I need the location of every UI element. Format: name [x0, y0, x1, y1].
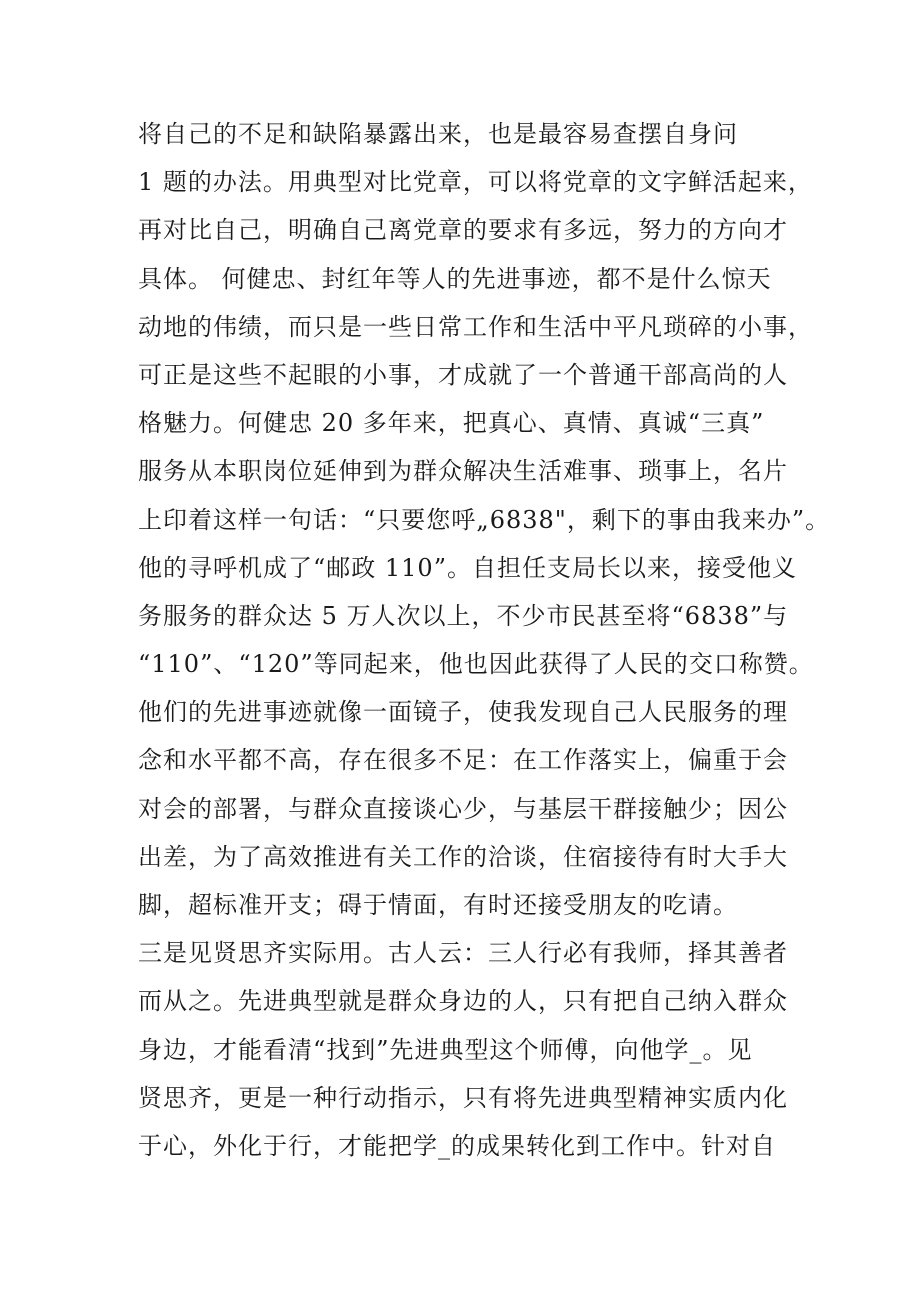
text-line: 而从之。先进典型就是群众身边的人，只有把自己纳入群众: [138, 987, 788, 1016]
text-line: 将自己的不足和缺陷暴露出来，也是最容易查摆自身问: [138, 120, 738, 148]
text-line: 于心，外化于行，才能把学_的成果转化到工作中。针对自: [138, 1131, 776, 1160]
text-line: 三是见贤思齐实际用。古人云：三人行必有我师，择其善者: [138, 939, 788, 968]
text-line: 具体。 何健忠、封红年等人的先进事迹，都不是什么惊天: [138, 264, 772, 293]
text-line: 务服务的群众达 5 万人次以上，不少市民甚至将“6838”与: [138, 601, 789, 630]
body-text: [138, 110, 831, 1170]
text-line: 他的寻呼机成了“邮政 110”。自担任支局长以来，接受他义: [138, 553, 797, 582]
text-line: 念和水平都不高，存在很多不足：在工作落实上，偏重于会: [138, 746, 788, 775]
text-line: 格魅力。何健忠 20 多年来，把真心、真情、真诚“三真”: [138, 409, 765, 438]
text-line: 他们的先进事迹就像一面镜子，使我发现自己人民服务的理: [138, 698, 788, 727]
text-line: 脚，超标准开支；碍于情面，有时还接受朋友的吃请。: [138, 891, 738, 919]
text-line: 身边，才能看清“找到”先进典型这个师傅，向他学_。见: [138, 1035, 753, 1064]
text-line: 对会的部署，与群众直接谈心少，与基层干群接触少；因公: [138, 794, 788, 823]
text-line: “110”、“120”等同起来，他也因此获得了人民的交口称赞。: [138, 650, 814, 679]
text-line: 可正是这些不起眼的小事，才成就了一个普通干部高尚的人: [138, 360, 788, 389]
text-line: 服务从本职岗位延伸到为群众解决生活难事、琐事上，名片: [138, 457, 788, 486]
text-line: 1 题的办法。用典型对比党章，可以将党章的文字鲜活起来，: [138, 168, 813, 197]
text-line: 上印着这样一句话：“只要您呼„6838"，剩下的事由我来办”。: [138, 505, 831, 534]
text-line: 出差，为了高效推进有关工作的洽谈，住宿接待有时大手大: [138, 842, 788, 871]
text-line: 动地的伟绩，而只是一些日常工作和生活中平凡琐碎的小事，: [138, 312, 813, 341]
text-line: 再对比自己，明确自己离党章的要求有多远，努力的方向才: [138, 216, 788, 245]
text-line: 贤思齐，更是一种行动指示，只有将先进典型精神实质内化: [138, 1083, 788, 1112]
